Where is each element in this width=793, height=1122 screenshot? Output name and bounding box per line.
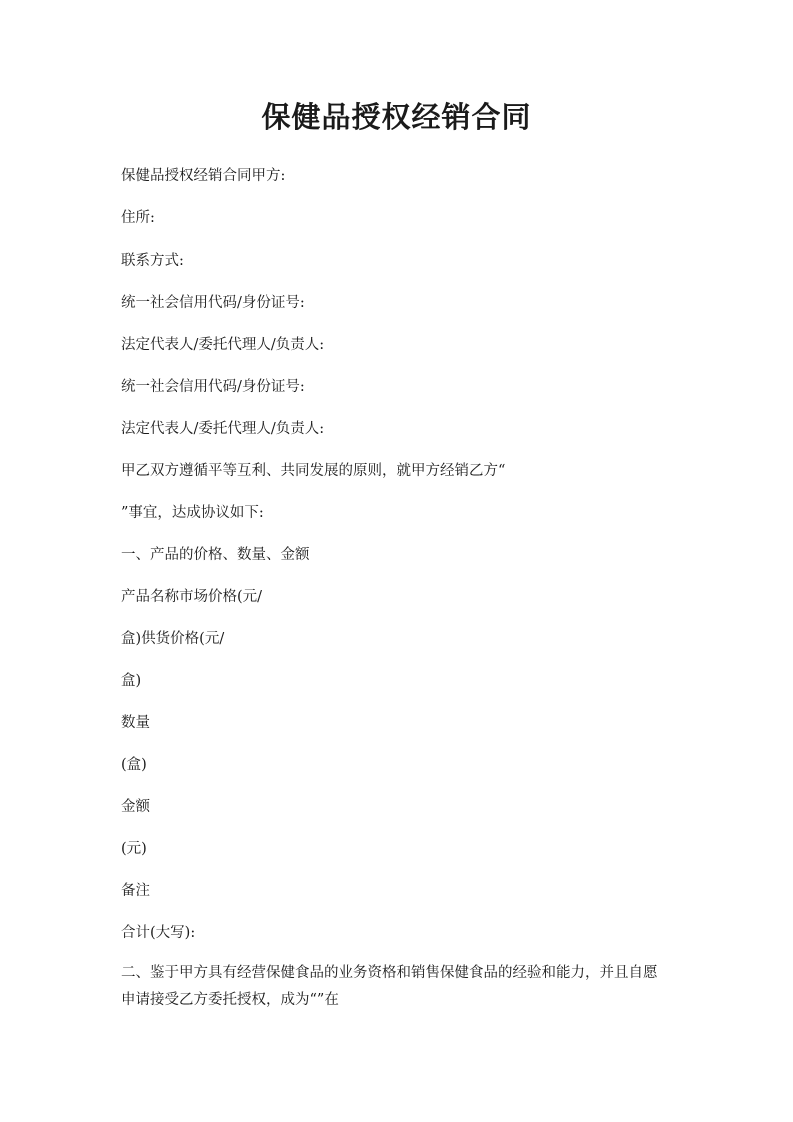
total-in-words: 合计(大写): <box>121 925 196 941</box>
preamble-line-1: 甲乙双方遵循平等互利、共同发展的原则，就甲方经销乙方“ <box>121 463 506 479</box>
document-title: 保健品授权经销合同 <box>261 100 532 134</box>
supply-price: 盒)供货价格(元/ <box>121 631 225 647</box>
quantity-label: 数量 <box>121 715 150 731</box>
remarks-label: 备注 <box>121 883 150 899</box>
product-name-market-price: 产品名称市场价格(元/ <box>121 589 263 605</box>
party-a-representative: 法定代表人/委托代理人/负责人: <box>121 337 325 353</box>
party-b-credit-code: 统一社会信用代码/身份证号: <box>121 379 305 395</box>
party-b-representative: 法定代表人/委托代理人/负责人: <box>121 421 325 437</box>
section-one-heading: 一、产品的价格、数量、金额 <box>121 547 310 563</box>
supply-price-unit: 盒) <box>121 673 142 689</box>
amount-label: 金额 <box>121 799 150 815</box>
preamble-line-2: ”事宜，达成协议如下: <box>121 505 264 521</box>
party-a-address: 住所: <box>121 210 155 226</box>
clause-two <box>121 960 701 1014</box>
party-a-heading: 保健品授权经销合同甲方: <box>121 168 286 184</box>
clause-two-line-1: 二、鉴于甲方具有经营保健食品的业务资格和销售保健食品的经验和能力，并且自愿 <box>121 965 658 981</box>
quantity-unit: (盒) <box>121 757 147 773</box>
party-a-credit-code: 统一社会信用代码/身份证号: <box>121 295 305 311</box>
clause-two-line-2: 申请接受乙方委托授权，成为“”在 <box>121 992 339 1008</box>
party-a-contact: 联系方式: <box>121 253 184 269</box>
amount-unit: (元) <box>121 841 147 857</box>
